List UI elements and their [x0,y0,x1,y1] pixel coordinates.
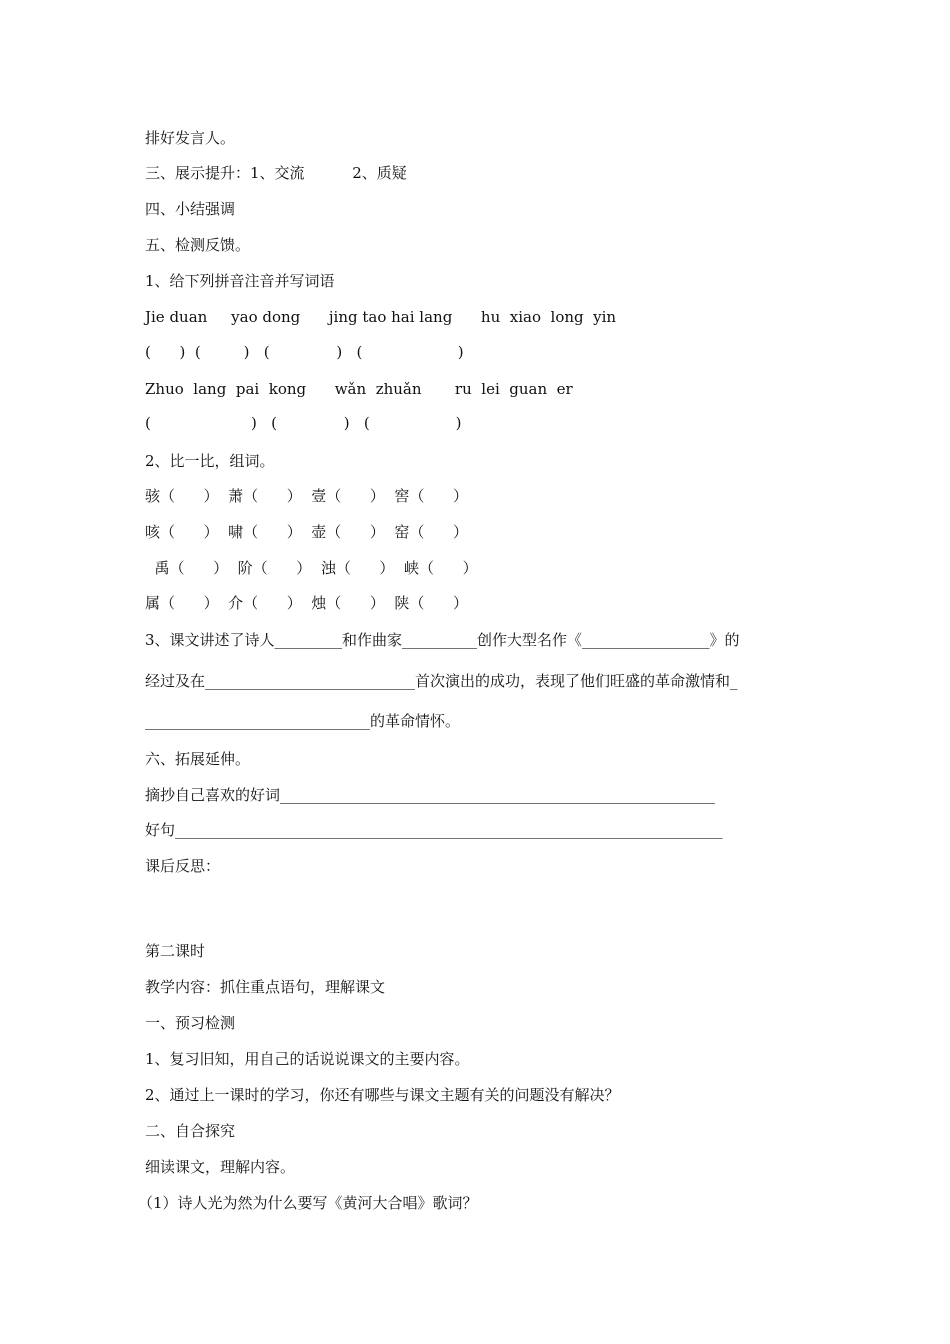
word-group-line: 骇（ ） 萧（ ） 壹（ ） 窖（ ） [145,487,469,505]
question-line: 2、比一比，组词。 [145,452,275,470]
word-group-line: 咳（ ） 啸（ ） 壶（ ） 窑（ ） [145,523,469,541]
section-heading: 五、检测反馈。 [145,236,251,254]
question-line: 1、复习旧知，用自己的话说说课文的主要内容。 [145,1050,470,1068]
fill-in-line: 摘抄自己喜欢的好词__________________________________________________________ [145,786,716,804]
blank-parentheses-line: ( ) ( ) ( ) ( ) [145,343,464,361]
text-line: 排好发言人。 [145,129,236,147]
question-line: （1）诗人光为然为什么要写《黄河大合唱》歌词？ [138,1194,478,1212]
pinyin-line: Jie duan yao dong jing tao hai lang hu xiao long yin [145,308,617,326]
blank-parentheses-line: ( ) ( ) ( ) [145,414,462,432]
word-group-line: 属（ ） 介（ ） 烛（ ） 陕（ ） [145,594,469,612]
question-line: 2、通过上一课时的学习，你还有哪些与课文主题有关的问题没有解决？ [145,1086,620,1104]
text-line: 教学内容：抓住重点语句，理解课文 [145,978,386,996]
fill-in-line: ______________________________的革命情怀。 [145,712,461,730]
fill-in-line: 经过及在____________________________首次演出的成功，表现了他们旺盛的革命激情和_ [145,672,738,690]
question-line: 1、给下列拼音注音并写词语 [145,272,335,290]
text-line: 细读课文，理解内容。 [145,1158,296,1176]
section-heading: 三、展示提升：1、交流 2、质疑 [145,164,407,182]
section-heading: 四、小结强调 [145,200,236,218]
section-heading: 二、自合探究 [145,1122,236,1140]
fill-in-line: 好句_________________________________________________________________________ [145,821,723,839]
lesson-title: 第二课时 [145,942,206,960]
pinyin-line: Zhuo lang pai kong wǎn zhuǎn ru lei guan er [145,380,573,398]
fill-in-line: 3、课文讲述了诗人_________和作曲家__________创作大型名作《_________________》的 [145,631,740,649]
section-heading: 六、拓展延伸。 [145,750,251,768]
text-line: 课后反思： [145,857,221,875]
word-group-line: 禹（ ） 阶（ ） 浊（ ） 峡（ ） [145,559,478,577]
section-heading: 一、预习检测 [145,1014,236,1032]
